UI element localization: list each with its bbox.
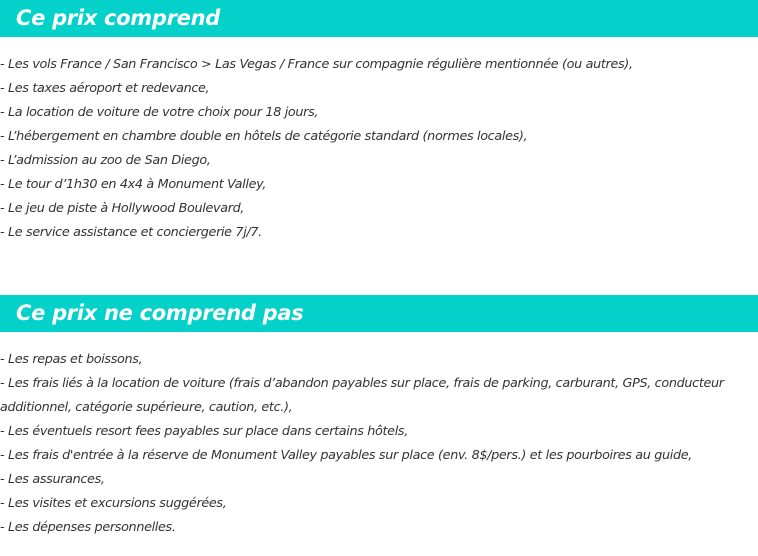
included-item: - Les vols France / San Francisco > Las Vegas / France sur compagnie régulière mentionnée (ou autres), xyxy=(0,57,633,72)
excluded-item: - Les repas et boissons, xyxy=(0,352,143,367)
included-item: - L’hébergement en chambre double en hôtels de catégorie standard (normes locales), xyxy=(0,129,528,144)
included-item: - Le jeu de piste à Hollywood Boulevard, xyxy=(0,201,245,216)
included-list xyxy=(0,53,758,245)
included-section-header xyxy=(0,0,758,37)
excluded-item: - Les frais liés à la location de voiture (frais d’abandon payables sur place, frais de parking, carburant, GPS, conducteur additionnel, catégorie supérieure, caution, etc.), xyxy=(0,376,724,415)
excluded-section-title: Ce prix ne comprend pas xyxy=(16,301,304,325)
included-item: - Les taxes aéroport et redevance, xyxy=(0,81,210,96)
excluded-item: - Les frais d'entrée à la réserve de Monument Valley payables sur place (env. 8$/pers.) et les pourboires au guide, xyxy=(0,448,692,463)
excluded-item: - Les assurances, xyxy=(0,472,105,487)
included-item: - La location de voiture de votre choix pour 18 jours, xyxy=(0,105,319,120)
excluded-item: - Les dépenses personnelles. xyxy=(0,520,176,535)
excluded-list xyxy=(0,348,758,540)
included-item: - Le tour d’1h30 en 4x4 à Monument Valley, xyxy=(0,177,267,192)
included-item: - Le service assistance et conciergerie 7j/7. xyxy=(0,225,262,240)
included-section-title: Ce prix comprend xyxy=(16,6,220,30)
excluded-item: - Les visites et excursions suggérées, xyxy=(0,496,227,511)
included-item: - L’admission au zoo de San Diego, xyxy=(0,153,211,168)
excluded-section-header xyxy=(0,295,758,332)
excluded-item: - Les éventuels resort fees payables sur place dans certains hôtels, xyxy=(0,424,408,439)
